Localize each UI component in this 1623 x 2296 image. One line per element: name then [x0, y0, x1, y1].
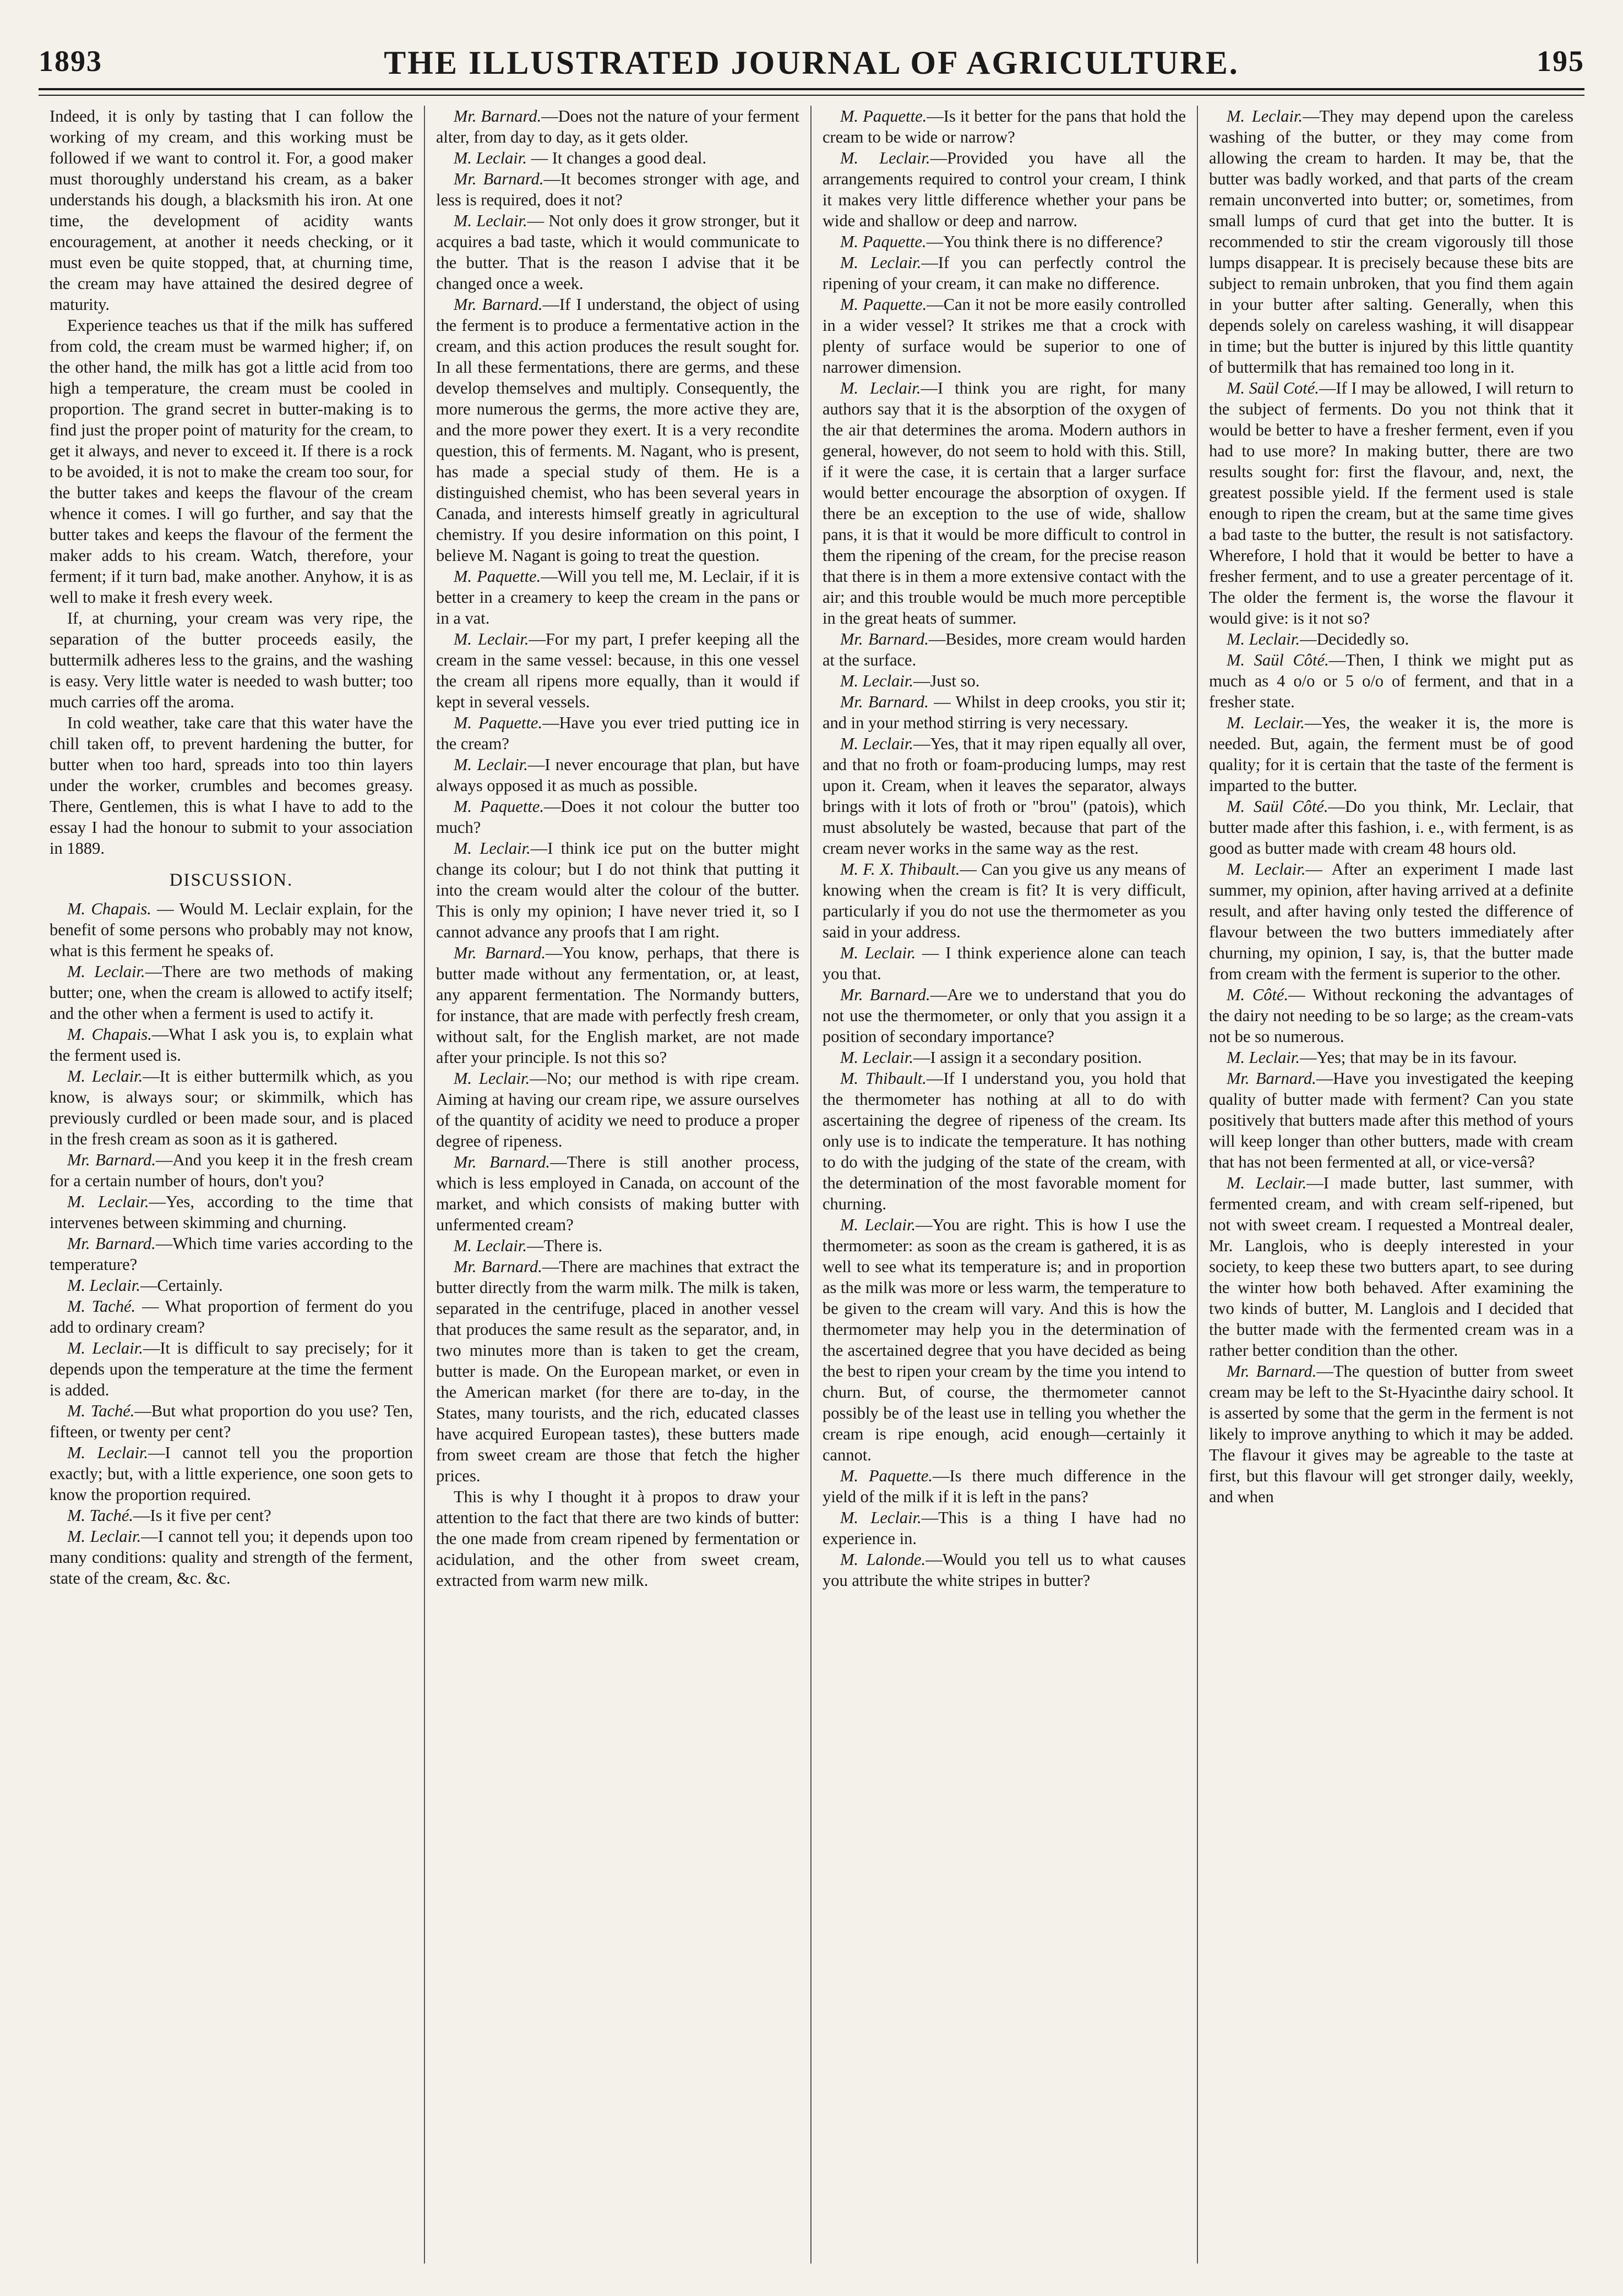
- speaker-name: Mr. Barnard.: [67, 1150, 156, 1169]
- paragraph: [823, 148, 1186, 231]
- speaker-name: Mr. Barnard.: [454, 1257, 542, 1276]
- paragraph-text: —Is there much difference in the yield of the milk if it is left in the pans?: [823, 1466, 1186, 1506]
- speaker-name: M. Paquette.: [454, 797, 544, 816]
- speaker-name: M. Leclair.: [840, 1048, 914, 1067]
- speaker-name: M. Saül Côté.: [1227, 797, 1328, 816]
- paragraph-text: —Have you investigated the keeping quality of butter made with ferment? Can you state positively that butters made after this method of yours will keep longer than other butters, made with cream that has not been fermented at all, or vice-versâ?: [1209, 1069, 1573, 1171]
- paragraph-text: — Can you give us any means of knowing when the cream is fit? It is very difficult, particularly if you do not use the thermometer as you said in your address.: [823, 860, 1186, 941]
- paragraph: [823, 984, 1186, 1047]
- paragraph: [436, 712, 799, 754]
- paragraph-text: —Provided you have all the arrangements required to control your cream, I think it makes very little difference whether your pans be wide and shallow or deep and narrow.: [823, 149, 1186, 230]
- paragraph: [823, 294, 1186, 378]
- speaker-name: M. Leclair.: [840, 149, 930, 167]
- paragraph: [823, 1549, 1186, 1591]
- paragraph-text: —What I ask you is, to explain what the ferment used is.: [50, 1025, 413, 1065]
- paragraph-text: —But what proportion do you use? Ten, fifteen, or twenty per cent?: [50, 1401, 413, 1441]
- speaker-name: M. Leclair.: [67, 1339, 143, 1357]
- speaker-name: Mr. Barnard.: [454, 107, 542, 126]
- paragraph-text: — I think experience alone can teach you that.: [823, 944, 1186, 983]
- paragraph-text: —If I may be allowed, I will return to the subject of ferments. Do you not think that it would be better to have a fresher ferment, even if you had to use more? In making butter, there are two results sought for: first the flavour, and, next, the greatest possible yield. If the ferment used is stale enough to ripen the cream, but at the same time gives a bad taste to the butter, the result is not satisfactory. Wherefore, I hold that it would be better to have a fresher ferment, and to use a greater percentage of it. The older the ferment is, the worse the flavour it would give: is it not so?: [1209, 379, 1573, 628]
- paragraph: [50, 1149, 413, 1191]
- paragraph: [50, 898, 413, 961]
- paragraph: [823, 1047, 1186, 1068]
- speaker-name: M. Leclair.: [1227, 713, 1305, 732]
- paragraph-text: This is why I thought it à propos to draw your attention to the fact that there are two kinds of butter: the one made from cream ripened by fermentation or acidulation, and the other from sweet cream, extracted from warm new milk.: [436, 1487, 799, 1590]
- paragraph: [436, 148, 799, 168]
- speaker-name: Mr. Barnard.: [454, 944, 546, 962]
- paragraph-text: — It changes a good deal.: [527, 149, 707, 167]
- speaker-name: M. Taché.: [67, 1506, 134, 1525]
- speaker-name: M. Paquette.: [840, 107, 927, 126]
- paragraph-text: — Whilst in deep crooks, you stir it; and in your method stirring is very necessary.: [823, 692, 1186, 732]
- paragraph: [823, 942, 1186, 984]
- speaker-name: M. Saül Coté.: [1227, 379, 1319, 397]
- paragraph-text: —Decidedly so.: [1300, 630, 1409, 648]
- section-heading: DISCUSSION.: [169, 870, 293, 890]
- paragraph-text: — After an experiment I made last summer, my opinion, after having arrived at a definite result, and after having only tested the difference of flavour between the two butters immediately after churning, my opinion, I say, is, that the butter made from cream with the ferment is superior to the other.: [1209, 860, 1573, 983]
- paragraph-text: —You think there is no difference?: [926, 232, 1163, 251]
- paragraph-text: —For my part, I prefer keeping all the cream in the same vessel: because, in this one vessel the cream all ripens more equally, than it would if kept in several vessels.: [436, 630, 799, 711]
- paragraph-text: —Can it not be more easily controlled in a wider vessel? It strikes me that a crock with plenty of surface would be superior to one of narrower dimension.: [823, 295, 1186, 377]
- paragraph: [436, 629, 799, 712]
- paragraph-text: —Is it five per cent?: [133, 1506, 271, 1525]
- speaker-name: M. Paquette.: [454, 713, 543, 732]
- paragraph: [436, 294, 799, 566]
- speaker-name: M. Leclair.: [840, 379, 921, 397]
- page-number: 195: [1537, 45, 1584, 78]
- paragraph: [50, 608, 413, 712]
- speaker-name: M. Leclair.: [840, 734, 914, 753]
- paragraph-text: —Will you tell me, M. Leclair, if it is better in a creamery to keep the cream in the pans or in a vat.: [436, 567, 800, 628]
- paragraph-text: —It is either buttermilk which, as you know, is always sour; or skimmilk, which has previously curdled or been made sour, and is placed in the fresh cream as soon as it is gathered.: [50, 1067, 413, 1148]
- paragraph: [50, 961, 413, 1024]
- column-1: [39, 106, 425, 2264]
- paragraph-text: Indeed, it is only by tasting that I can follow the working of my cream, and this working must be followed if we want to control it. For, a good maker must thoroughly understand his cream, as a baker understands his dough, a blacksmith his iron. At one time, the development of acidity wants encouragement, at another it needs checking, or it must even be quite stopped, that, at churning time, the cream may have attained the desired degree of maturity.: [50, 107, 413, 314]
- paragraph: [436, 1235, 799, 1256]
- paragraph-text: —It is difficult to say precisely; for it depends upon the temperature at the time the ferment is added.: [50, 1339, 413, 1399]
- speaker-name: M. Leclair.: [67, 1443, 149, 1462]
- speaker-name: M. Leclair.: [1227, 1048, 1300, 1067]
- paragraph-text: In cold weather, take care that this water have the chill taken off, to prevent hardening the butter, for butter when too hard, spreads into too thin layers under the worker, crumbles and becomes greasy. There, Gentlemen, this is what I have to add to the essay I had the honour to submit to your association in 1889.: [50, 713, 413, 858]
- paragraph: [823, 1068, 1186, 1214]
- paragraph: [50, 1024, 413, 1066]
- paragraph: [436, 566, 799, 629]
- paragraph: [823, 231, 1186, 252]
- header-rule: [39, 88, 1584, 90]
- paragraph-text: —I made butter, last summer, with fermented cream, and with cream self-ripened, but not with sweet cream. I requested a Montreal dealer, Mr. Langlois, who is deeply interested in your society, to keep these two butters apart, to see during the winter how both behaved. After examining the two kinds of butter, M. Langlois and I decided that the butter made with the fermented cream was in a rather better condition than the other.: [1209, 1174, 1573, 1360]
- paragraph-text: —There are two methods of making butter; one, when the cream is allowed to actify itself; and the other when a ferment is used to actify it.: [50, 962, 413, 1023]
- paragraph-text: —This is a thing I have had no experience in.: [823, 1508, 1186, 1548]
- paragraph-text: —If you can perfectly control the ripening of your cream, it can make no difference.: [823, 253, 1186, 293]
- speaker-name: M. Leclair.: [840, 253, 922, 272]
- paragraph: [1209, 1361, 1573, 1507]
- paragraph: [436, 838, 799, 942]
- paragraph-text: —There is still another process, which is less employed in Canada, on account of the market, and which consists of making butter with unfermented cream?: [436, 1153, 799, 1234]
- speaker-name: M. Leclair.: [840, 1508, 922, 1527]
- paragraph: [436, 1152, 799, 1235]
- paragraph-text: —Just so.: [913, 672, 980, 690]
- speaker-name: M. Leclair.: [840, 672, 914, 690]
- paragraph: [1209, 1172, 1573, 1361]
- paragraph-text: —The question of butter from sweet cream may be left to the St-Hyacinthe dairy school. It is asserted by some that the germ in the ferment is not likely to improve anything to which it may be added. The flavour it gives may be agreable to the taste at first, but this flavour will get stronger daily, weekly, and when: [1209, 1362, 1573, 1506]
- year: 1893: [39, 45, 102, 78]
- paragraph: [436, 1068, 799, 1152]
- paragraph: [436, 942, 799, 1068]
- paragraph: [1209, 650, 1573, 712]
- paragraph-text: —I think ice put on the butter might change its colour; but I do not think that putting it into the cream would alter the colour of the butter. This is only my opinion; I have never tried it, so I cannot advance any proofs that I am right.: [436, 839, 799, 941]
- speaker-name: M. Leclair.: [67, 1192, 149, 1211]
- speaker-name: M. Leclair.: [67, 962, 145, 981]
- paragraph-text: —I cannot tell you the proportion exactly; but, with a little experience, one soon gets to know the proportion required.: [50, 1443, 413, 1504]
- speaker-name: M. Leclair.: [454, 839, 531, 858]
- page-header: [39, 44, 1584, 83]
- paragraph: [50, 106, 413, 315]
- speaker-name: M. Thibault.: [840, 1069, 927, 1088]
- paragraph-text: If, at churning, your cream was very ripe, the separation of the butter proceeds easily, the buttermilk adheres less to the grains, and the washing is easy. Very little water is needed to wash butter; too much carries off the aroma.: [50, 609, 413, 711]
- speaker-name: M. Leclair.: [454, 630, 529, 648]
- paragraph: [823, 252, 1186, 294]
- paragraph-text: —They may depend upon the careless washing of the butter, or they may come from allowing the cream to harden. It may be, that the butter was badly worked, and that parts of the cream remain unconverted into butter; or, sometimes, from small lumps of curd that get into the butter. It is recommended to stir the cream vigorously till those lumps disappear. It is precisely because these bits are subject to remain unbroken, that you find them again in your butter after salting. Generally, when this depends solely on careless washing, it will disappear in time; but the butter is injured by this little quantity of buttermilk that has remained too long in it.: [1209, 107, 1573, 377]
- speaker-name: Mr. Barnard.: [454, 170, 544, 188]
- column-2: [425, 106, 812, 2264]
- speaker-name: M. Paquette.: [840, 232, 927, 251]
- paragraph-text: —Is it better for the pans that hold the cream to be wide or narrow?: [823, 107, 1186, 146]
- speaker-name: M. Leclair.: [454, 1069, 530, 1088]
- paragraph: [823, 1507, 1186, 1549]
- paragraph: [1209, 1047, 1573, 1068]
- paragraph-text: —Certainly.: [140, 1276, 223, 1295]
- speaker-name: M. Leclair.: [1227, 860, 1306, 879]
- paragraph-text: —Does not the nature of your ferment alter, from day to day, as it gets older.: [436, 107, 799, 146]
- paragraph-text: Experience teaches us that if the milk has suffered from cold, the cream must be warmed higher; if, on the other hand, the milk has got a little acid from too high a temperature, the cream must be cooled in proportion. The grand secret in butter-making is to find just the proper point of maturity for the cream, to get it always, and never to exceed it. If there is a rock to be avoided, it is not to make the cream too sour, for the butter takes and keeps the flavour of the cream whence it comes. I will go further, and say that the butter takes and keeps the flavour of the ferment the maker adds to his cream. Watch, therefore, your ferment; if it turn bad, make another. Anyhow, it is as well to make it fresh every week.: [50, 316, 413, 607]
- speaker-name: M. Leclair.: [454, 149, 527, 167]
- paragraph: [436, 796, 799, 838]
- paragraph: [50, 1066, 413, 1149]
- paragraph: [823, 691, 1186, 733]
- speaker-name: M. Leclair.: [1227, 1174, 1307, 1192]
- speaker-name: M. Chapais.: [67, 1025, 152, 1044]
- speaker-name: M. Leclair.: [67, 1527, 141, 1546]
- speaker-name: M. Taché.: [67, 1401, 135, 1420]
- paragraph-text: — Not only does it grow stronger, but it acquires a bad taste, which it would communicate to the butter. That is the reason I advise that it be changed once a week.: [436, 211, 799, 293]
- paragraph-text: —Would you tell us to what causes you attribute the white stripes in butter?: [823, 1550, 1186, 1590]
- paragraph-text: —I assign it a secondary position.: [913, 1048, 1142, 1067]
- speaker-name: M. Leclair.: [454, 211, 527, 230]
- speaker-name: Mr. Barnard.: [1227, 1362, 1317, 1381]
- journal-title: THE ILLUSTRATED JOURNAL OF AGRICULTURE.: [384, 45, 1239, 81]
- paragraph-text: —Yes, according to the time that intervenes between skimming and churning.: [50, 1192, 413, 1232]
- paragraph: [823, 859, 1186, 942]
- paragraph-text: —Then, I think we might put as much as 4 o/o or 5 o/o of ferment, and that in a fresher state.: [1209, 651, 1573, 711]
- paragraph: [50, 1338, 413, 1400]
- paragraph-text: —Yes; that may be in its favour.: [1300, 1048, 1517, 1067]
- paragraph-text: —No; our method is with ripe cream. Aiming at having our cream ripe, we assure ourselves of the quantity of acidity we need to produce a proper degree of ripeness.: [436, 1069, 799, 1150]
- paragraph-text: —It becomes stronger with age, and less is required, does it not?: [436, 170, 799, 209]
- paragraph-text: — Without reckoning the advantages of the dairy not needing to be so large; as the cream-vats not be so numerous.: [1209, 985, 1573, 1046]
- paragraph: [50, 1275, 413, 1296]
- paragraph: [50, 712, 413, 859]
- paragraph: [50, 1400, 413, 1442]
- paragraph-text: —There are machines that extract the butter directly from the warm milk. The milk is taken, separated in the centrifuge, placed in another vessel that produces the same result as the separator, and, in two minutes more than is taken to get the cream, butter is made. On the European market, or even in the American market (for there are to-day, in the States, many tourists, and the rich, educated classes have acquired European tastes), these butters made from sweet cream are those that fetch the higher prices.: [436, 1257, 799, 1485]
- speaker-name: M. Chapais.: [67, 899, 151, 918]
- paragraph: [1209, 629, 1573, 650]
- speaker-name: Mr. Barnard.: [840, 630, 929, 648]
- speaker-name: Mr. Barnard.: [67, 1234, 156, 1253]
- paragraph: [50, 1442, 413, 1505]
- paragraph: [436, 106, 799, 148]
- paragraph: [1209, 106, 1573, 378]
- speaker-name: M. F. X. Thibault.: [840, 860, 960, 879]
- paragraph-text: —You are right. This is how I use the thermometer: as soon as the cream is gathered, it is as well to see what its temperature is; and in proportion as the milk was more or less warm, the temperature to be given to the cream will vary. And this is how the thermometer may help you in the determination of the ascertained degree that you have decided as being the best to ripen your cream by the time you intend to churn. But, of course, the thermometer cannot possibly be of the least use in telling you whether the cream is ripe enough, acid enough—certainly it cannot.: [823, 1215, 1186, 1464]
- speaker-name: M. Lalonde.: [840, 1550, 926, 1569]
- speaker-name: M. Paquette.: [840, 295, 927, 314]
- paragraph-text: —Yes, that it may ripen equally all over, and that no froth or foam-producing lumps, may rest upon it. Cream, when it leaves the separator, always brings with it lots of froth or "brou" (patois), which must absolutely be wasted, because that part of the cream never works in the same way as the rest.: [823, 734, 1186, 858]
- speaker-name: M. Leclair.: [1227, 630, 1300, 648]
- paragraph-text: —Have you ever tried putting ice in the cream?: [436, 713, 800, 753]
- paragraph: [823, 670, 1186, 691]
- paragraph: [50, 1505, 413, 1526]
- speaker-name: M. Saül Côté.: [1227, 651, 1329, 669]
- paragraph-text: —I never encourage that plan, but have always opposed it as much as possible.: [436, 755, 799, 795]
- paragraph-text: —I think you are right, for many authors say that it is the absorption of the oxygen of the air that determines the aroma. Modern authors in general, however, do not seem to hold with this. Still, if it were the case, it is certain that a larger surface would better encourage the absorption of oxygen. If there be an exception to the use of wide, shallow pans, it is that it would be more difficult to control in them the ripening of the cream, for the precise reason that there is in them a more extensive contact with the air; and this trouble would be much more perceptible in the great heats of summer.: [823, 379, 1186, 628]
- speaker-name: Mr. Barnard.: [840, 985, 930, 1004]
- paragraph-text: —Besides, more cream would harden at the surface.: [823, 630, 1186, 669]
- paragraph-text: —If I understand you, you hold that the thermometer has nothing at all to do with ascertaining the degree of ripeness of the cream. Its only use is to indicate the temperature. It has nothing to do with the judging of the state of the cream, with the determination of the most favorable moment for churning.: [823, 1069, 1186, 1213]
- paragraph-text: —If I understand, the object of using the ferment is to produce a fermentative action in the cream, and this action produces the result sought for. In all these fermentations, there are germs, and these develop themselves and multiply. Consequently, the more numerous the germs, the more active they are, and the more power they exert. It is a very recondite question, this of ferments. M. Nagant, who is present, has made a special study of them. He is a distinguished chemist, who has been several years in Canada, and interests himself greatly in agricultural chemistry. If you desire information on this point, I believe M. Nagant is going to treat the question.: [436, 295, 799, 565]
- paragraph: [50, 315, 413, 608]
- speaker-name: M. Leclair.: [840, 1215, 916, 1234]
- paragraph: [50, 1233, 413, 1275]
- paragraph: [823, 1214, 1186, 1465]
- article-columns: [39, 106, 1584, 2264]
- paragraph-text: —Does it not colour the butter too much?: [436, 797, 799, 837]
- paragraph: [1209, 984, 1573, 1047]
- paragraph-text: —Yes, the weaker it is, the more is needed. But, again, the ferment must be of good quality; for it is certain that the taste of the ferment is imparted to the butter.: [1209, 713, 1574, 795]
- speaker-name: M. Leclair.: [1227, 107, 1303, 126]
- speaker-name: M. Leclair.: [67, 1276, 141, 1295]
- paragraph: [436, 210, 799, 294]
- paragraph-text: —Do you think, Mr. Leclair, that butter made after this fashion, i. e., with ferment, is as good as butter made with cream 48 hours old.: [1209, 797, 1573, 858]
- paragraph-text: — Would M. Leclair explain, for the benefit of some persons who probably may not know, what is this ferment he speaks of.: [50, 899, 413, 960]
- column-3: [812, 106, 1198, 2264]
- paragraph: [50, 1191, 413, 1233]
- paragraph: [823, 733, 1186, 859]
- speaker-name: Mr. Barnard.: [840, 692, 929, 711]
- paragraph-text: —Are we to understand that you do not use the thermometer, or only that you assign it a position of secondary importance?: [823, 985, 1186, 1046]
- speaker-name: M. Leclair.: [840, 944, 916, 962]
- paragraph: [823, 378, 1186, 629]
- paragraph: [1209, 712, 1573, 796]
- paragraph-text: —I cannot tell you; it depends upon too many conditions: quality and strength of the ferment, state of the cream, &c. &c.: [50, 1527, 413, 1588]
- paragraph: [436, 1486, 799, 1591]
- column-4: [1198, 106, 1584, 2264]
- paragraph: [1209, 859, 1573, 984]
- paragraph: [823, 1465, 1186, 1507]
- speaker-name: Mr. Barnard.: [1227, 1069, 1316, 1088]
- speaker-name: M. Côté.: [1227, 985, 1289, 1004]
- paragraph: [823, 629, 1186, 670]
- paragraph: [436, 754, 799, 796]
- paragraph: [1209, 796, 1573, 859]
- paragraph: [50, 1296, 413, 1338]
- paragraph: [436, 1256, 799, 1486]
- speaker-name: M. Leclair.: [454, 755, 528, 774]
- speaker-name: M. Paquette.: [454, 567, 541, 586]
- header-rule-thin: [39, 95, 1584, 96]
- speaker-name: M. Leclair.: [67, 1067, 143, 1086]
- paragraph: [50, 1526, 413, 1589]
- speaker-name: Mr. Barnard.: [454, 295, 543, 314]
- paragraph-text: —There is.: [527, 1236, 603, 1255]
- speaker-name: M. Paquette.: [840, 1466, 933, 1485]
- paragraph: [1209, 378, 1573, 629]
- paragraph-text: — What proportion of ferment do you add to ordinary cream?: [50, 1297, 413, 1337]
- paragraph: [1209, 1068, 1573, 1172]
- paragraph-text: —And you keep it in the fresh cream for a certain number of hours, don't you?: [50, 1150, 413, 1190]
- speaker-name: M. Taché.: [67, 1297, 136, 1316]
- speaker-name: M. Leclair.: [454, 1236, 527, 1255]
- paragraph: [823, 106, 1186, 148]
- paragraph-text: —You know, perhaps, that there is butter made without any fermentation, or, at least, any apparent fermentation. The Normandy butters, for instance, that are made with perfectly fresh cream, without salt, for the English market, are not made after your principle. Is not this so?: [436, 944, 800, 1067]
- paragraph-text: —Which time varies according to the temperature?: [50, 1234, 413, 1274]
- paragraph: [436, 168, 799, 210]
- speaker-name: Mr. Barnard.: [454, 1153, 551, 1171]
